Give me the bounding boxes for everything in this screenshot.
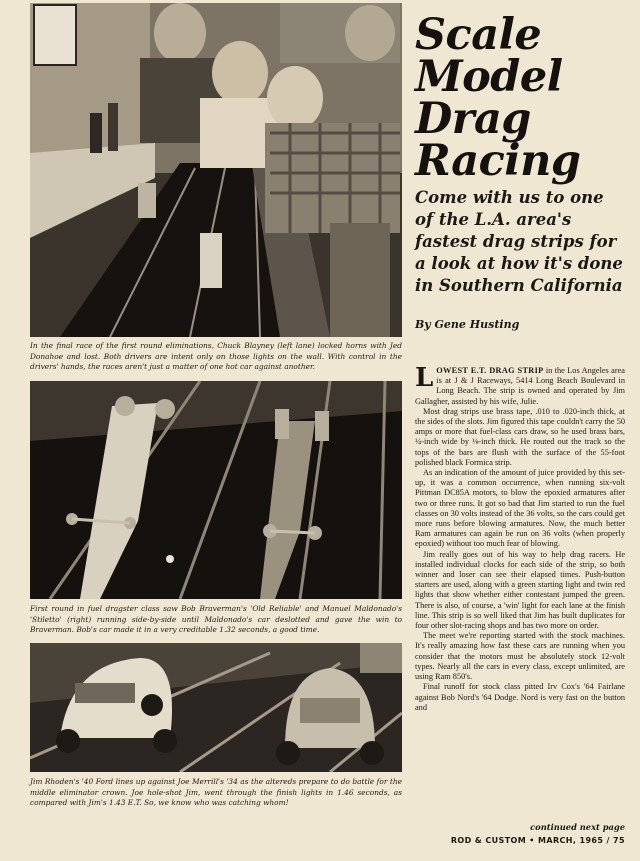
article-dek: Come with us to one of the L.A. area's fastest drag strips for a look at how it's done in Southern California <box>415 188 623 295</box>
page-footer: ROD & CUSTOM • MARCH, 1965 / 75 <box>450 836 625 845</box>
article-body <box>415 366 625 826</box>
body-paragraph <box>415 366 625 407</box>
drop-cap: L <box>415 366 434 393</box>
photo-altereds <box>30 643 402 772</box>
caption-photo-2: First round in fuel dragster class saw Bob Braverman's 'Old Reliable' and Manuel Maldonado's 'Stiletto' (right) running side-by-side until Maldonado's car deslotted and gave the win to Braverman. Bob's car made it in a very creditable 1.32 seconds, a good time. <box>30 604 402 634</box>
caption-photo-1: In the final race of the first round eliminations, Chuck Blayney (left lane) locked horns with Jed Donahoe and lost. Both drivers are intent only on those lights on the wall. With control in the drivers' hands, the races aren't just a matter of one hot car against another. <box>30 341 402 371</box>
article-title <box>415 10 625 186</box>
lead-smallcaps: OWEST E.T. DRAG STRIP <box>436 366 544 375</box>
title-line: Drag <box>415 94 531 144</box>
body-paragraph: As an indication of the amount of juice provided by this set-up, it was a common occurrence, when running six-volt Pittman DC85A motors, to blow the epoxied armatures after two or three runs. It got so bad that Jim started to run the fuel classes on 30 volts instead of the 36 volts, so the cars could get more runs before blowing armatures. Now, the much better Ram armatures can again be run on 36 volts (when properly epoxied) without too much fear of blowing. <box>415 468 625 549</box>
continued-note: continued next page <box>530 822 625 832</box>
photo-fuel-dragsters <box>30 381 402 599</box>
body-text-run: in the Los Angeles area is at J & J Raceways, 5414 Long Beach Boulevard in Long Beach. The strip is owned and operated by Jim Gallagher, assisted by his wife, Julie. <box>415 366 625 406</box>
title-line: Scale <box>415 10 542 60</box>
body-paragraph: Most drag strips use brass tape, .010 to .020-inch thick, at the sides of the slots. Jim figured this tape couldn't carry the 50 amps or more that fuel-class cars draw, so he used brass bars, ¼-inch wide by ⅛-inch thick. He routed out the track so the tops of the bars are flush with the surface of the 55-foot polished black Formica strip. <box>415 406 625 467</box>
caption-photo-3: Jim Rhoden's '40 Ford lines up against Joe Merrill's '34 as the altereds prepare to do battle for the middle eliminator crown. Joe hole-shot Jim, went through the finish lights in 1.46 seconds, as compared with Jim's 1.43 E.T. So, we know who was catching whom! <box>30 777 402 807</box>
title-line: Racing <box>415 136 581 186</box>
photo-racers-at-strip <box>30 3 402 337</box>
body-paragraph: Final runoff for stock class pitted Irv Cox's '64 Fairlane against Bob Nord's '64 Dodge. Nord is very fast on the button and <box>415 682 625 712</box>
body-paragraph: Jim really goes out of his way to help drag racers. He installed individual clocks for each side of the strip, so both winner and loser can see their elapsed times. Push-button starters are used, along with a green starting light and twin red lights that show whether either contestant jumped the green. There is also, of course, a 'win' light for each lane at the finish line. This strip is so well liked that Jim has built duplicates for four other slot-racing shops and has two more on order. <box>415 549 625 631</box>
article-byline: By Gene Husting <box>415 318 520 331</box>
title-line: Model <box>415 52 563 102</box>
body-paragraph: The meet we're reporting started with the stock machines. It's really amazing how fast these cars are running when you consider that the motors must be absolutely stock 12-volt types. Nearly all the cars in every class, except unlimited, are using Ram 850's. <box>415 631 625 682</box>
